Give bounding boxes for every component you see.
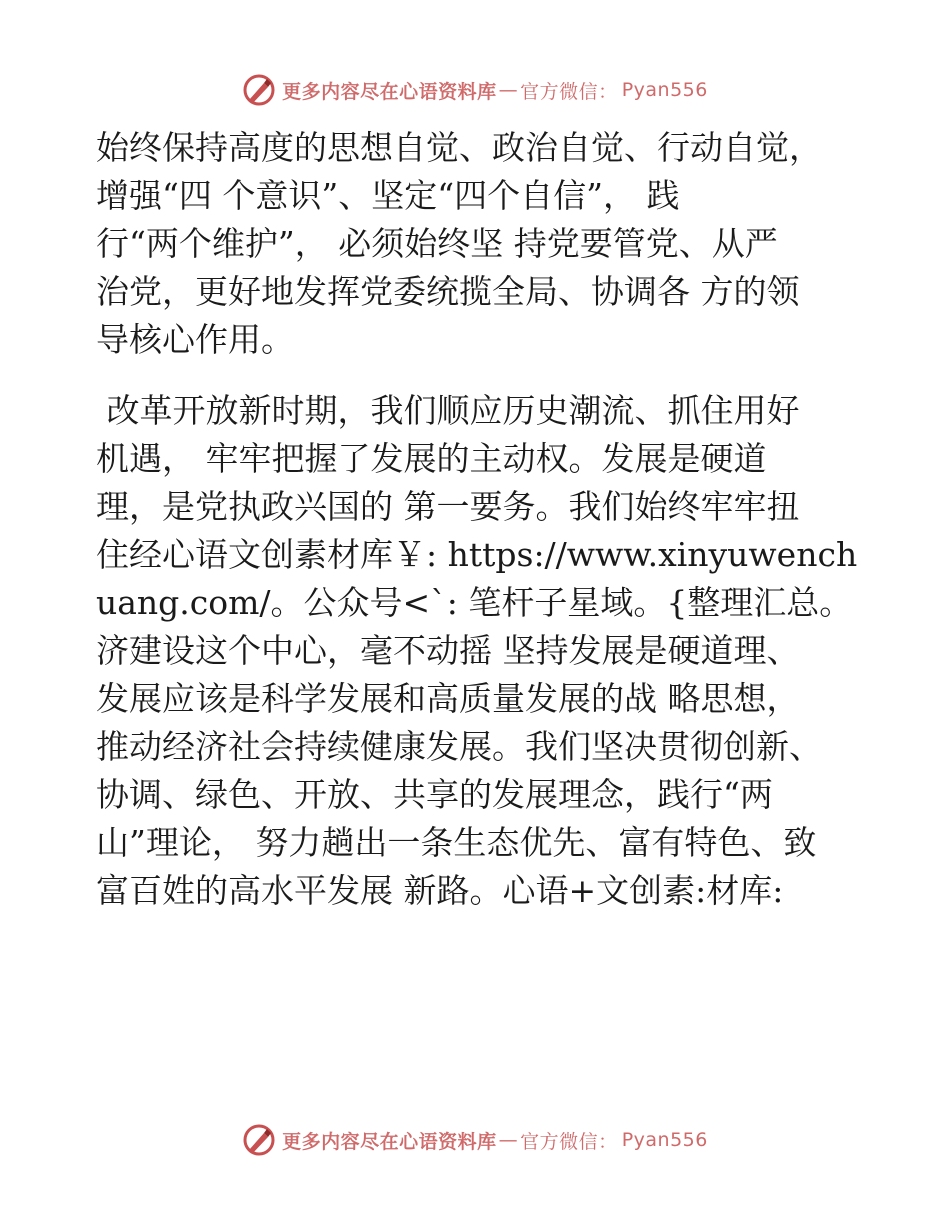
watermark-dash: — [498, 1129, 519, 1151]
text-line: 山”理论， 努力趟出一条生态优先、富有特色、致 [96, 823, 817, 862]
text-line: 理，是党执政兴国的 第一要务。我们始终牢牢扭 [96, 487, 800, 526]
text-line: 济建设这个中心，毫不动摇 坚持发展是硬道理、 [96, 631, 800, 670]
watermark-lead: 更多内容尽在心语资料库 [282, 1130, 497, 1153]
text-line: 始终保持高度的思想自觉、政治自觉、行动自觉， [96, 128, 822, 167]
text-line: 住经心语文创素材库￥: https://www.xinyuwench [96, 535, 858, 574]
footer-watermark [0, 1120, 950, 1160]
text-line: 发展应该是科学发展和高质量发展的战 略思想， [96, 679, 800, 718]
watermark-wechat-id: Pyan556 [621, 1129, 708, 1151]
watermark-wechat-label: 官方微信： [520, 80, 618, 103]
paragraph-1 [96, 124, 856, 364]
text-line: 治党，更好地发挥党委统揽全局、协调各 方的领 [96, 272, 800, 311]
pen-logo-icon [242, 73, 276, 107]
text-line: 机遇， 牢牢把握了发展的主动权。发展是硬道 [96, 439, 767, 478]
paragraph-2 [96, 387, 856, 915]
text-line: 改革开放新时期，我们顺应历史潮流、抓住用好 [96, 391, 800, 430]
pen-logo-icon [242, 1123, 276, 1157]
watermark-wechat-id: Pyan556 [621, 79, 708, 101]
text-line: uang.com/。公众号<`: 笔杆子星域。{整理汇总。 [96, 583, 853, 622]
watermark-lead: 更多内容尽在心语资料库 [282, 80, 497, 103]
header-watermark [0, 70, 950, 110]
text-line: 富百姓的高水平发展 新路。心语+文创素:材库: [96, 871, 784, 910]
text-line: 增强“四 个意识”、坚定“四个自信”， 践 [96, 176, 680, 215]
text-line: 协调、绿色、开放、共享的发展理念，践行“两 [96, 775, 773, 814]
watermark-dash: — [498, 79, 519, 101]
text-line: 导核心作用。 [96, 320, 294, 359]
document-body [96, 124, 856, 915]
text-line: 推动经济社会持续健康发展。我们坚决贯彻创新、 [96, 727, 822, 766]
watermark-wechat-label: 官方微信： [520, 1130, 618, 1153]
text-line: 行“两个维护”， 必须始终坚 持党要管党、从严 [96, 224, 778, 263]
